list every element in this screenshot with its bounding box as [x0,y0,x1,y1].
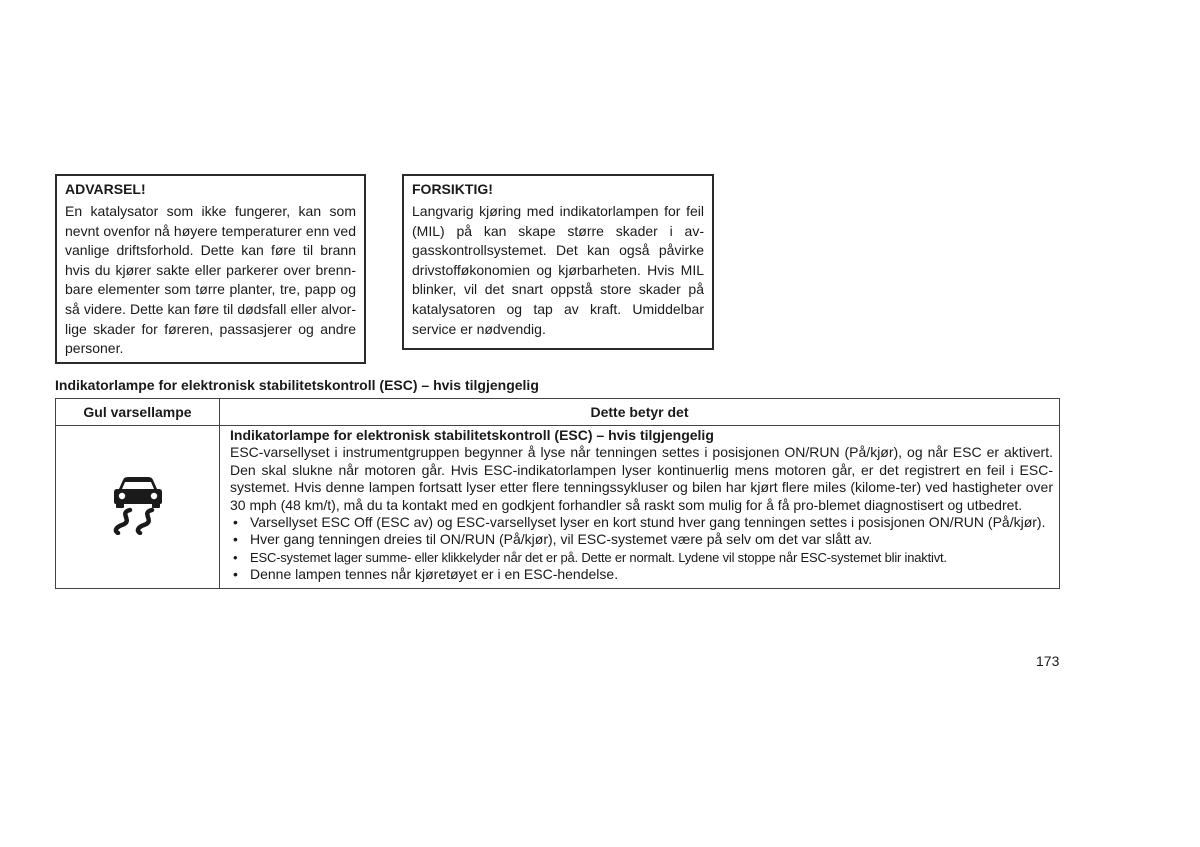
warning-title: ADVARSEL! [65,181,146,197]
list-item: • Denne lampen tennes når kjøretøyet er i en ESC-hendelse. [230,566,1053,583]
header-warning-lamp: Gul varsellampe [56,399,220,426]
esc-indicator-table [55,398,1060,589]
warning-box [55,174,366,364]
list-item: • Hver gang tenningen dreies til ON/RUN (På/kjør), vil ESC-systemet være på selv om det var slått av. [230,531,1053,548]
list-item: • Varsellyset ESC Off (ESC av) og ESC-varsellyset lyser en kort stund hver gang tenningen settes i posisjonen ON/RUN (På/kjør). [230,514,1053,531]
section-heading: Indikatorlampe for elektronisk stabilitetskontroll (ESC) – hvis tilgjengelig [55,377,539,393]
description-paragraph: ESC-varsellyset i instrumentgruppen begynner å lyse når tenningen settes i posisjonen ON/RUN (På/kjør), og når ESC er aktivert. Den skal slukne når motoren går. Hvis ESC-indikatorlampen lyser kontinuerlig mens motoren går, er det registrert en feil i ESC-systemet. Hvis denne lampen fortsatt lyser etter flere tenningssykluser og bilen har kjørt flere miles (kilome-ter) ved hastigheter over 30 mph (48 km/t), må du ta kontakt med en godkjent forhandler så raskt som mulig for å få pro-blemet diagnostisert og utbedret. [230,444,1053,513]
caution-title: FORSIKTIG! [412,181,493,197]
description-cell [220,426,1060,589]
page-number: 173 [1036,653,1060,669]
caution-box [402,174,714,350]
esc-skidding-car-icon [110,475,166,535]
caution-text: Langvarig kjøring med indikatorlampen for feil (MIL) på kan skape større skader i av-gasskontrollsystemet. Det kan også påvirke drivstofføkonomien og kjørbarheten. Hvis MIL blinker, vil det snart oppstå store skader på katalysatoren og tap av kraft. Umiddelbar service er nødvendig. [412,203,704,337]
warning-text: En katalysator som ikke fungerer, kan som nevnt ovenfor nå høyere temperaturer enn ved vanlige driftsforhold. Dette kan føre til brann hvis du kjører sakte eller parkerer over brenn-bare elementer som tørre planter, tre, papp og så videre. Dette kan føre til dødsfall eller alvor-lige skader for føreren, passasjerer og andre personer. [65,203,356,357]
description-title: Indikatorlampe for elektronisk stabilitetskontroll (ESC) – hvis tilgjengelig [230,427,714,443]
header-meaning: Dette betyr det [220,399,1060,426]
table-header-row [56,399,1060,426]
bullet-list [230,514,1053,584]
table-row [56,426,1060,589]
list-item: • ESC-systemet lager summe- eller klikkelyder når det er på. Dette er normalt. Lydene vil stoppe når ESC-systemet blir inaktivt. [230,549,1053,566]
icon-cell [56,426,220,589]
